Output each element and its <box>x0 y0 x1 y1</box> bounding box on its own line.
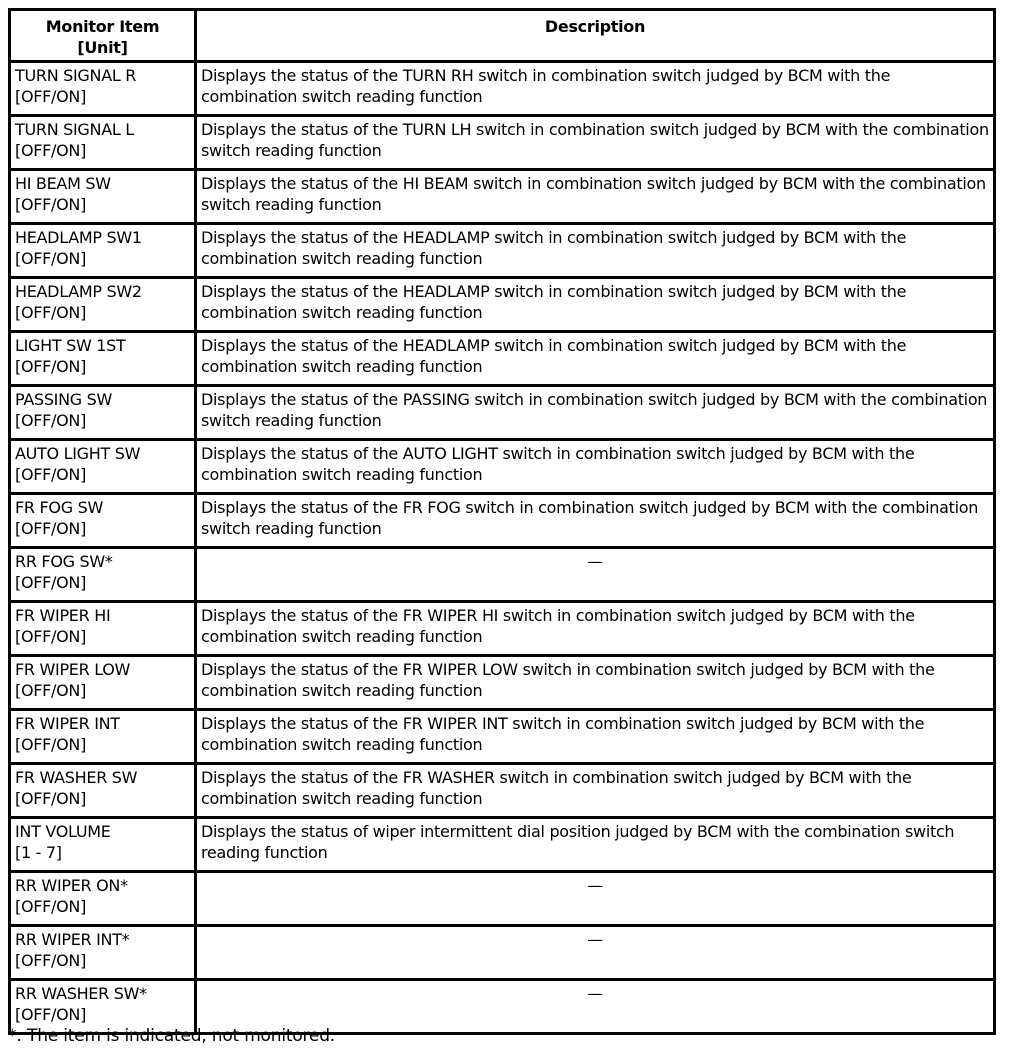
monitor-item-unit: [OFF/ON] <box>15 249 87 268</box>
description-cell <box>196 710 995 764</box>
header-description: Description <box>196 10 995 62</box>
monitor-item-cell <box>10 332 196 386</box>
description-cell <box>196 62 995 116</box>
description-text: Displays the status of the HEADLAMP switch in combination switch judged by BCM with the combination switch reading function <box>201 282 907 322</box>
description-cell <box>196 548 995 602</box>
header-monitor-item <box>10 10 196 62</box>
description-cell <box>196 332 995 386</box>
monitor-item-cell <box>10 926 196 980</box>
monitor-item-name: FR WIPER INT <box>15 714 120 733</box>
monitor-item-unit: [OFF/ON] <box>15 951 87 970</box>
monitor-item-name: HI BEAM SW <box>15 174 111 193</box>
table-row <box>10 872 995 926</box>
description-cell <box>196 818 995 872</box>
table-row <box>10 386 995 440</box>
table-row <box>10 764 995 818</box>
table-row <box>10 656 995 710</box>
monitor-item-unit: [OFF/ON] <box>15 465 87 484</box>
description-text: Displays the status of the TURN LH switch in combination switch judged by BCM with the combination switch reading function <box>201 120 989 160</box>
table-row <box>10 602 995 656</box>
monitor-item-unit: [OFF/ON] <box>15 195 87 214</box>
description-cell <box>196 494 995 548</box>
monitor-item-cell <box>10 224 196 278</box>
monitor-item-table <box>8 8 996 1035</box>
monitor-item-name: TURN SIGNAL L <box>15 120 134 139</box>
monitor-item-cell <box>10 764 196 818</box>
not-applicable-dash: — <box>587 876 603 895</box>
monitor-item-cell <box>10 62 196 116</box>
description-cell <box>196 116 995 170</box>
monitor-item-name: TURN SIGNAL R <box>15 66 137 85</box>
monitor-item-cell <box>10 278 196 332</box>
description-text: Displays the status of the FR WIPER LOW switch in combination switch judged by BCM with the combination switch reading function <box>201 660 935 700</box>
table-row <box>10 494 995 548</box>
not-applicable-dash: — <box>587 984 603 1003</box>
footnote: *: The item is indicated, not monitored. <box>8 1026 335 1046</box>
monitor-item-name: LIGHT SW 1ST <box>15 336 126 355</box>
description-cell <box>196 764 995 818</box>
table-row <box>10 818 995 872</box>
monitor-item-unit: [OFF/ON] <box>15 897 87 916</box>
description-cell <box>196 872 995 926</box>
monitor-item-unit: [OFF/ON] <box>15 141 87 160</box>
header-item-line1: Monitor Item <box>45 17 160 36</box>
table-row <box>10 710 995 764</box>
monitor-item-name: FR WIPER LOW <box>15 660 131 679</box>
description-text: Displays the status of the HI BEAM switch in combination switch judged by BCM with the combination switch reading function <box>201 174 986 214</box>
table-row <box>10 440 995 494</box>
table-row <box>10 170 995 224</box>
monitor-item-name: FR WIPER HI <box>15 606 111 625</box>
monitor-item-unit: [OFF/ON] <box>15 519 87 538</box>
table-row <box>10 224 995 278</box>
monitor-item-name: RR WIPER ON* <box>15 876 128 895</box>
monitor-item-cell <box>10 656 196 710</box>
description-text: Displays the status of the FR WIPER HI switch in combination switch judged by BCM with the combination switch reading function <box>201 606 915 646</box>
description-cell <box>196 440 995 494</box>
monitor-item-name: HEADLAMP SW2 <box>15 282 142 301</box>
monitor-item-unit: [OFF/ON] <box>15 87 87 106</box>
monitor-item-unit: [OFF/ON] <box>15 357 87 376</box>
monitor-item-cell <box>10 440 196 494</box>
table-header-row <box>10 10 995 62</box>
monitor-item-cell <box>10 170 196 224</box>
monitor-item-name: HEADLAMP SW1 <box>15 228 142 247</box>
monitor-item-cell <box>10 710 196 764</box>
monitor-item-cell <box>10 548 196 602</box>
not-applicable-dash: — <box>587 552 603 571</box>
description-cell <box>196 656 995 710</box>
monitor-item-name: RR WIPER INT* <box>15 930 130 949</box>
monitor-item-name: FR FOG SW <box>15 498 103 517</box>
not-applicable-dash: — <box>587 930 603 949</box>
description-cell <box>196 602 995 656</box>
monitor-item-unit: [OFF/ON] <box>15 573 87 592</box>
description-cell <box>196 170 995 224</box>
monitor-item-cell <box>10 494 196 548</box>
monitor-item-unit: [OFF/ON] <box>15 1005 87 1024</box>
monitor-item-cell <box>10 818 196 872</box>
description-text: Displays the status of wiper intermittent dial position judged by BCM with the combination switch reading function <box>201 822 955 862</box>
description-text: Displays the status of the FR FOG switch in combination switch judged by BCM with the combination switch reading function <box>201 498 979 538</box>
header-item-line2: [Unit] <box>77 38 128 57</box>
table-row <box>10 278 995 332</box>
description-text: Displays the status of the FR WASHER switch in combination switch judged by BCM with the combination switch reading function <box>201 768 912 808</box>
monitor-item-cell <box>10 872 196 926</box>
description-text: Displays the status of the AUTO LIGHT switch in combination switch judged by BCM with the combination switch reading function <box>201 444 915 484</box>
description-cell <box>196 386 995 440</box>
description-text: Displays the status of the TURN RH switch in combination switch judged by BCM with the combination switch reading function <box>201 66 891 106</box>
monitor-item-name: PASSING SW <box>15 390 113 409</box>
monitor-item-unit: [OFF/ON] <box>15 735 87 754</box>
description-cell <box>196 278 995 332</box>
description-cell <box>196 926 995 980</box>
monitor-item-unit: [OFF/ON] <box>15 411 87 430</box>
table-row <box>10 62 995 116</box>
table-row <box>10 332 995 386</box>
monitor-item-cell <box>10 386 196 440</box>
monitor-item-unit: [OFF/ON] <box>15 789 87 808</box>
monitor-item-unit: [OFF/ON] <box>15 681 87 700</box>
monitor-item-name: AUTO LIGHT SW <box>15 444 141 463</box>
monitor-item-name: FR WASHER SW <box>15 768 138 787</box>
monitor-item-cell <box>10 602 196 656</box>
description-text: Displays the status of the HEADLAMP switch in combination switch judged by BCM with the combination switch reading function <box>201 336 907 376</box>
description-cell <box>196 224 995 278</box>
monitor-item-name: RR WASHER SW* <box>15 984 147 1003</box>
description-text: Displays the status of the HEADLAMP switch in combination switch judged by BCM with the combination switch reading function <box>201 228 907 268</box>
table-row <box>10 548 995 602</box>
description-text: Displays the status of the FR WIPER INT switch in combination switch judged by BCM with the combination switch reading function <box>201 714 925 754</box>
monitor-item-cell <box>10 116 196 170</box>
description-text: Displays the status of the PASSING switch in combination switch judged by BCM with the combination switch reading function <box>201 390 988 430</box>
table-row <box>10 116 995 170</box>
monitor-item-name: INT VOLUME <box>15 822 111 841</box>
table-row <box>10 926 995 980</box>
monitor-item-unit: [OFF/ON] <box>15 627 87 646</box>
monitor-item-unit: [1 - 7] <box>15 843 62 862</box>
monitor-item-name: RR FOG SW* <box>15 552 113 571</box>
monitor-item-unit: [OFF/ON] <box>15 303 87 322</box>
